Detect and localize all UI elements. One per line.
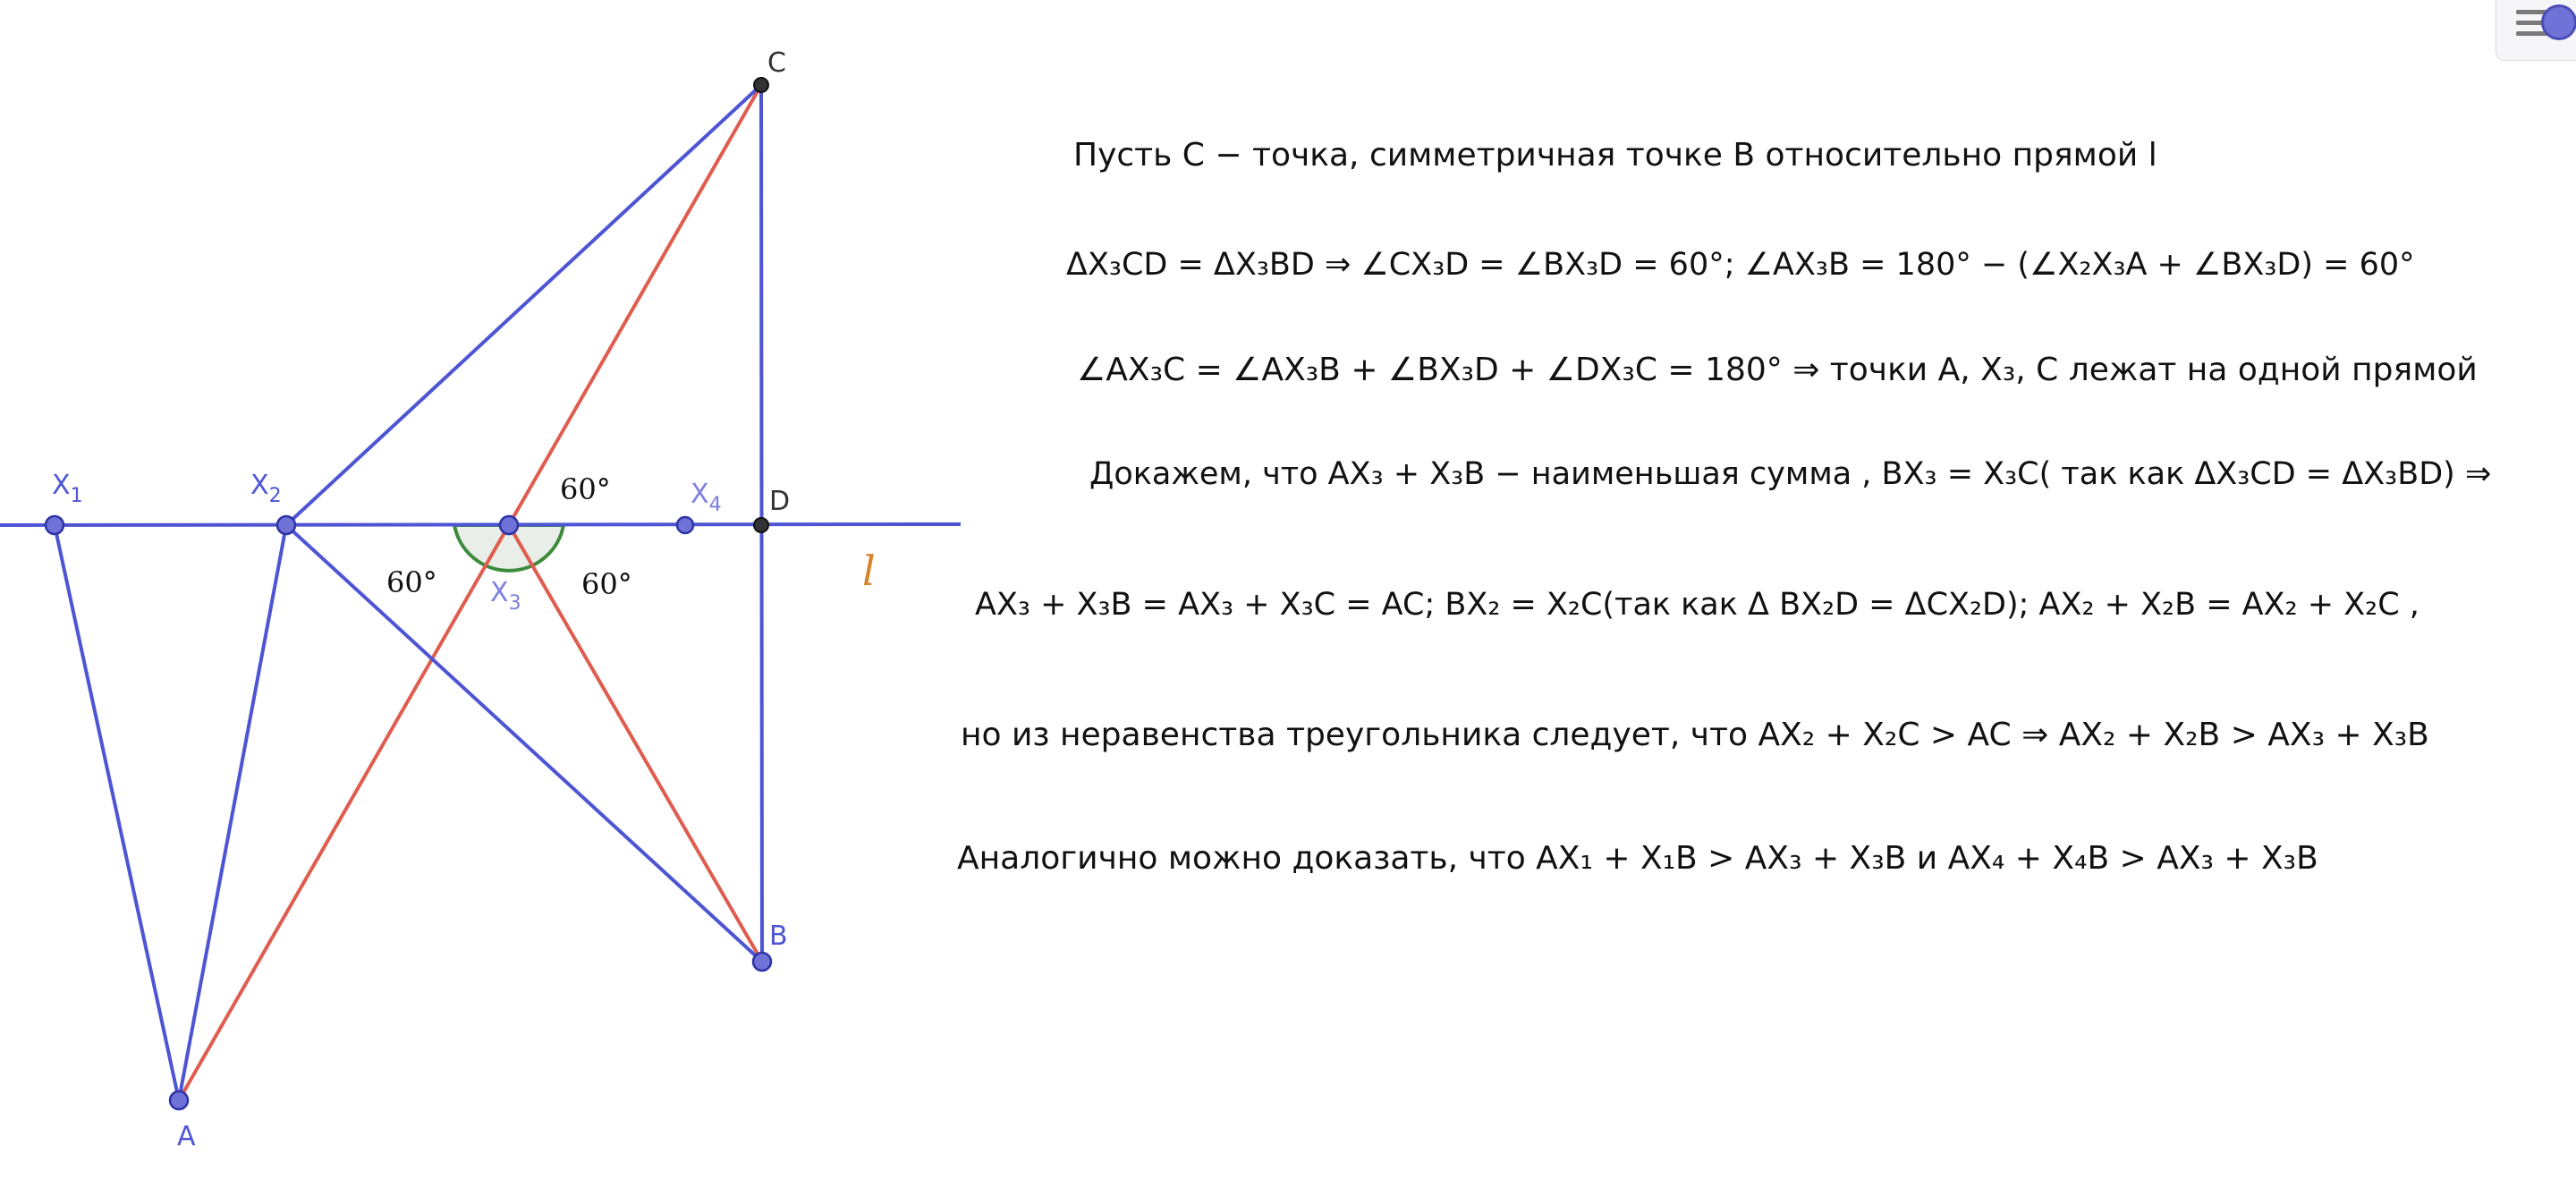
label-c: C	[767, 47, 786, 79]
point-c[interactable]	[754, 78, 768, 92]
angle-label-bottom-right: 60°	[581, 567, 632, 601]
segment-x2-b[interactable]	[286, 525, 762, 962]
proof-line-6: но из неравенства треугольника следует, что AX₂ + X₂C > AC ⇒ AX₂ + X₂B > AX₃ + X₃B	[961, 717, 2429, 753]
segment-a-x1[interactable]	[55, 525, 179, 1100]
segment-x3-b[interactable]	[509, 525, 762, 962]
label-b: B	[769, 921, 788, 952]
proof-line-5: AX₃ + X₃B = AX₃ + X₃C = AC; BX₂ = X₂C(так как Δ BX₂D = ΔCX₂D); AX₂ + X₂B = AX₂ + X₂C ,	[975, 587, 2419, 623]
point-x1[interactable]	[46, 516, 64, 534]
label-d: D	[769, 486, 791, 517]
point-a[interactable]	[170, 1091, 188, 1109]
point-d[interactable]	[754, 518, 768, 532]
proof-line-4: Докажем, что AX₃ + X₃B − наименьшая сумма , BX₃ = X₃C( так как ΔX₃CD = ΔX₃BD) ⇒	[1089, 456, 2492, 492]
label-a: A	[177, 1121, 196, 1152]
proof-line-1: Пусть C − точка, симметричная точке B относительно прямой l	[1073, 137, 2157, 174]
angle-label-bottom-left: 60°	[386, 565, 437, 599]
line-l[interactable]	[0, 524, 961, 525]
label-x3: $X_3$	[490, 577, 521, 615]
label-x4: $X_4$	[691, 479, 722, 516]
proof-line-2: ΔX₃CD = ΔX₃BD ⇒ ∠CX₃D = ∠BX₃D = 60°; ∠AX₃B = 180° − (∠X₂X₃A + ∠BX₃D) = 60°	[1066, 247, 2415, 283]
line-l-label: l	[862, 547, 876, 595]
proof-line-7: Аналогично можно доказать, что AX₁ + X₁B > AX₃ + X₃B и AX₄ + X₄B > AX₃ + X₃B	[957, 840, 2318, 877]
point-b[interactable]	[753, 953, 771, 971]
segment-a-c[interactable]	[179, 85, 761, 1100]
point-x2[interactable]	[277, 516, 295, 534]
segment-a-x2[interactable]	[179, 525, 286, 1100]
angle-label-top-right: 60°	[560, 472, 611, 506]
point-x4[interactable]	[677, 517, 693, 533]
segment-x2-c[interactable]	[286, 85, 761, 525]
proof-line-3: ∠AX₃C = ∠AX₃B + ∠BX₃D + ∠DX₃C = 180° ⇒ точки A, X₃, C лежат на одной прямой	[1077, 352, 2478, 388]
label-x2: $X_2$	[250, 470, 282, 507]
point-x3[interactable]	[500, 516, 518, 534]
label-x1: $X_1$	[52, 470, 83, 507]
menu-button[interactable]	[2496, 0, 2576, 61]
